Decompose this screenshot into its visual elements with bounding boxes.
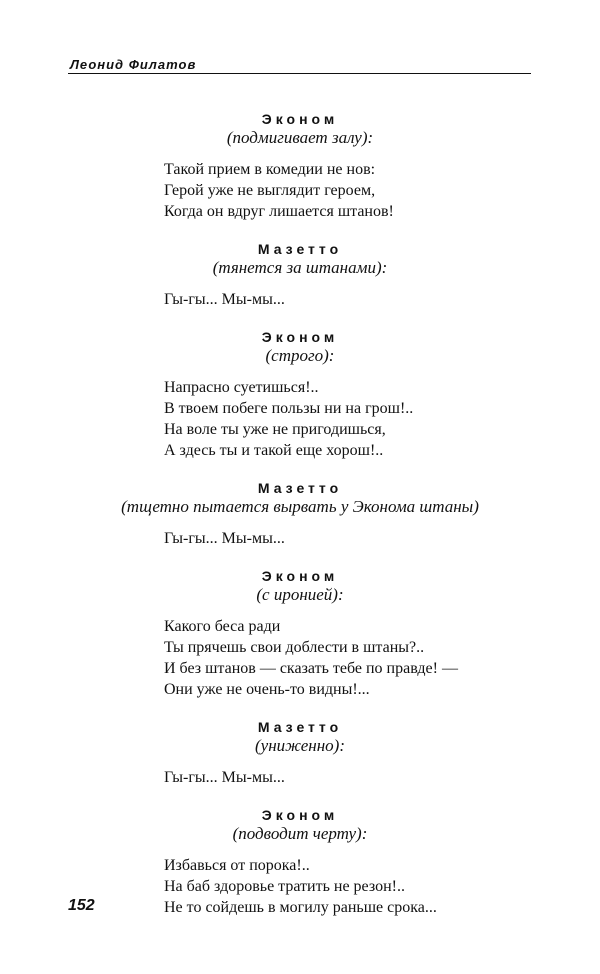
dialogue-block <box>0 479 600 549</box>
verse-line: Когда он вдруг лишается штанов! <box>164 203 394 220</box>
verse-line: Гы-гы... Мы-мы... <box>164 530 285 547</box>
verse-line: Ты прячешь свои доблести в штаны?.. <box>164 639 425 656</box>
stage-direction: (подводит черту): <box>232 824 368 843</box>
verse-line: Они уже не очень-то видны!... <box>164 681 370 698</box>
stage-direction: (с иронией): <box>256 585 344 604</box>
verse-line: Избавься от порока!.. <box>164 857 310 874</box>
dialogue-block <box>0 567 600 700</box>
dialogue-block <box>0 718 600 788</box>
page-number: 152 <box>68 897 95 914</box>
stage-direction: (тщетно пытается вырвать у Эконома штаны) <box>121 497 479 516</box>
verse-line: На воле ты уже не пригодишься, <box>164 421 386 438</box>
header-rule <box>68 73 531 74</box>
speaker-name: Мазетто <box>257 480 343 496</box>
verse-line: Герой уже не выглядит героем, <box>164 182 376 199</box>
speaker-name: Эконом <box>261 329 339 345</box>
dialogue-block <box>0 328 600 461</box>
play-text <box>0 110 600 918</box>
verse-line: Гы-гы... Мы-мы... <box>164 291 285 308</box>
verse-line: А здесь ты и такой еще хорош!.. <box>164 442 384 459</box>
stage-direction: (тянется за штанами): <box>212 258 388 277</box>
speaker-name: Мазетто <box>257 241 343 257</box>
speaker-name: Эконом <box>261 807 339 823</box>
running-header: Леонид Филатов <box>70 57 197 72</box>
verse-line: В твоем побеге пользы ни на грош!.. <box>164 400 414 417</box>
verse-line: Какого беса ради <box>164 618 281 635</box>
verse-line: На баб здоровье тратить не резон!.. <box>164 878 405 895</box>
verse-line: Такой прием в комедии не нов: <box>164 161 376 178</box>
dialogue-block <box>0 240 600 310</box>
verse-line: Гы-гы... Мы-мы... <box>164 769 285 786</box>
dialogue-block <box>0 110 600 222</box>
speaker-name: Мазетто <box>257 719 343 735</box>
speaker-name: Эконом <box>261 111 339 127</box>
verse-line: И без штанов — сказать тебе по правде! — <box>164 660 458 677</box>
stage-direction: (строго): <box>265 346 335 365</box>
speaker-name: Эконом <box>261 568 339 584</box>
verse-line: Напрасно суетишься!.. <box>164 379 319 396</box>
verse-line: Не то сойдешь в могилу раньше срока... <box>164 899 437 916</box>
stage-direction: (подмигивает залу): <box>226 128 374 147</box>
stage-direction: (униженно): <box>255 736 345 755</box>
